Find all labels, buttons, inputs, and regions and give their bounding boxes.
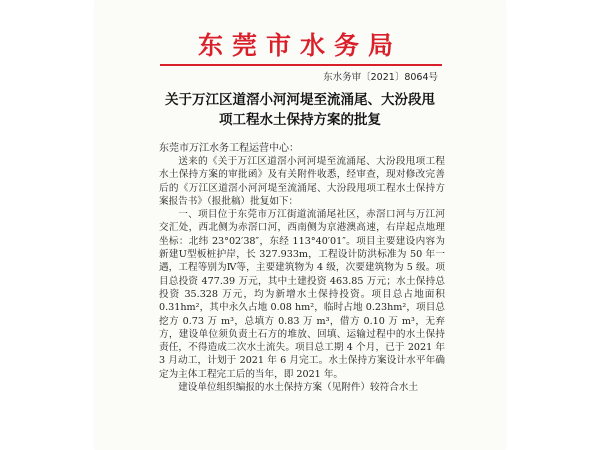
body-paragraph-intro: 送来的《关于万江区道滘小河河堤至流涌尾、大汾段甩项工程水土保持方案的审批函》及有关附件收悉，经审查，现对修改完善后的《万江区道滘小河河堤至流涌尾、大汾段甩项工程水土保持方案报告书》（报批稿）批复如下： (159, 156, 445, 207)
recipient-line: 东莞市万江水务工程运营中心： (159, 143, 299, 154)
document-number: 东水务审〔2021〕8064号 (323, 72, 438, 83)
document-title-line-2: 项工程水土保持方案的批复 (219, 112, 381, 128)
document-title (155, 90, 445, 130)
document-body (159, 155, 445, 394)
body-paragraph-approval: 建设单位组织编报的水土保持方案（见附件）较符合水土 (178, 382, 419, 394)
header-red-rule (160, 64, 442, 66)
body-paragraph-project-info: 一、项目位于东莞市万江街道流涌尾社区，赤滘口河与万江河交汇处，西北侧为赤滘口河，西南侧为京港澳高速，右岸起点地理坐标：北纬 23°02′38″，东经 113°40′01″。项目主要建设内容为新建U型板桩护岸，长 327.933m，工程设计防洪标准为 50 年一遇，工程等别为Ⅳ等，主要建筑物为 4 级，次要建筑物为 5 级。项目总投资 477.39 万元，其中土建投资 463.85 万元；水土保持总投资 35.328 万元，均为新增水土保持投资。项目总占地面积 0.31hm²，其中永久占地 0.08 hm²，临时占地 0.23hm²，项目总挖方 0.73 万 m³，总填方 0.83 万 m³，借方 0.10 万 m³，无弃方，建设单位须负责土石方的堆放、回填、运输过程中的水土保持责任，不得造成二次水土流失。项目总工期 4 个月，已于 2021 年 3 月动工，计划于 2021 年 6 月完工。水土保持方案设计水平年确定为主体工程完工后的当年，即 2021 年。 (159, 209, 445, 380)
document-title-line-1: 关于万江区道滘小河河堤至流涌尾、大汾段甩 (165, 92, 435, 108)
agency-header: 东莞市水务局 (197, 31, 402, 60)
